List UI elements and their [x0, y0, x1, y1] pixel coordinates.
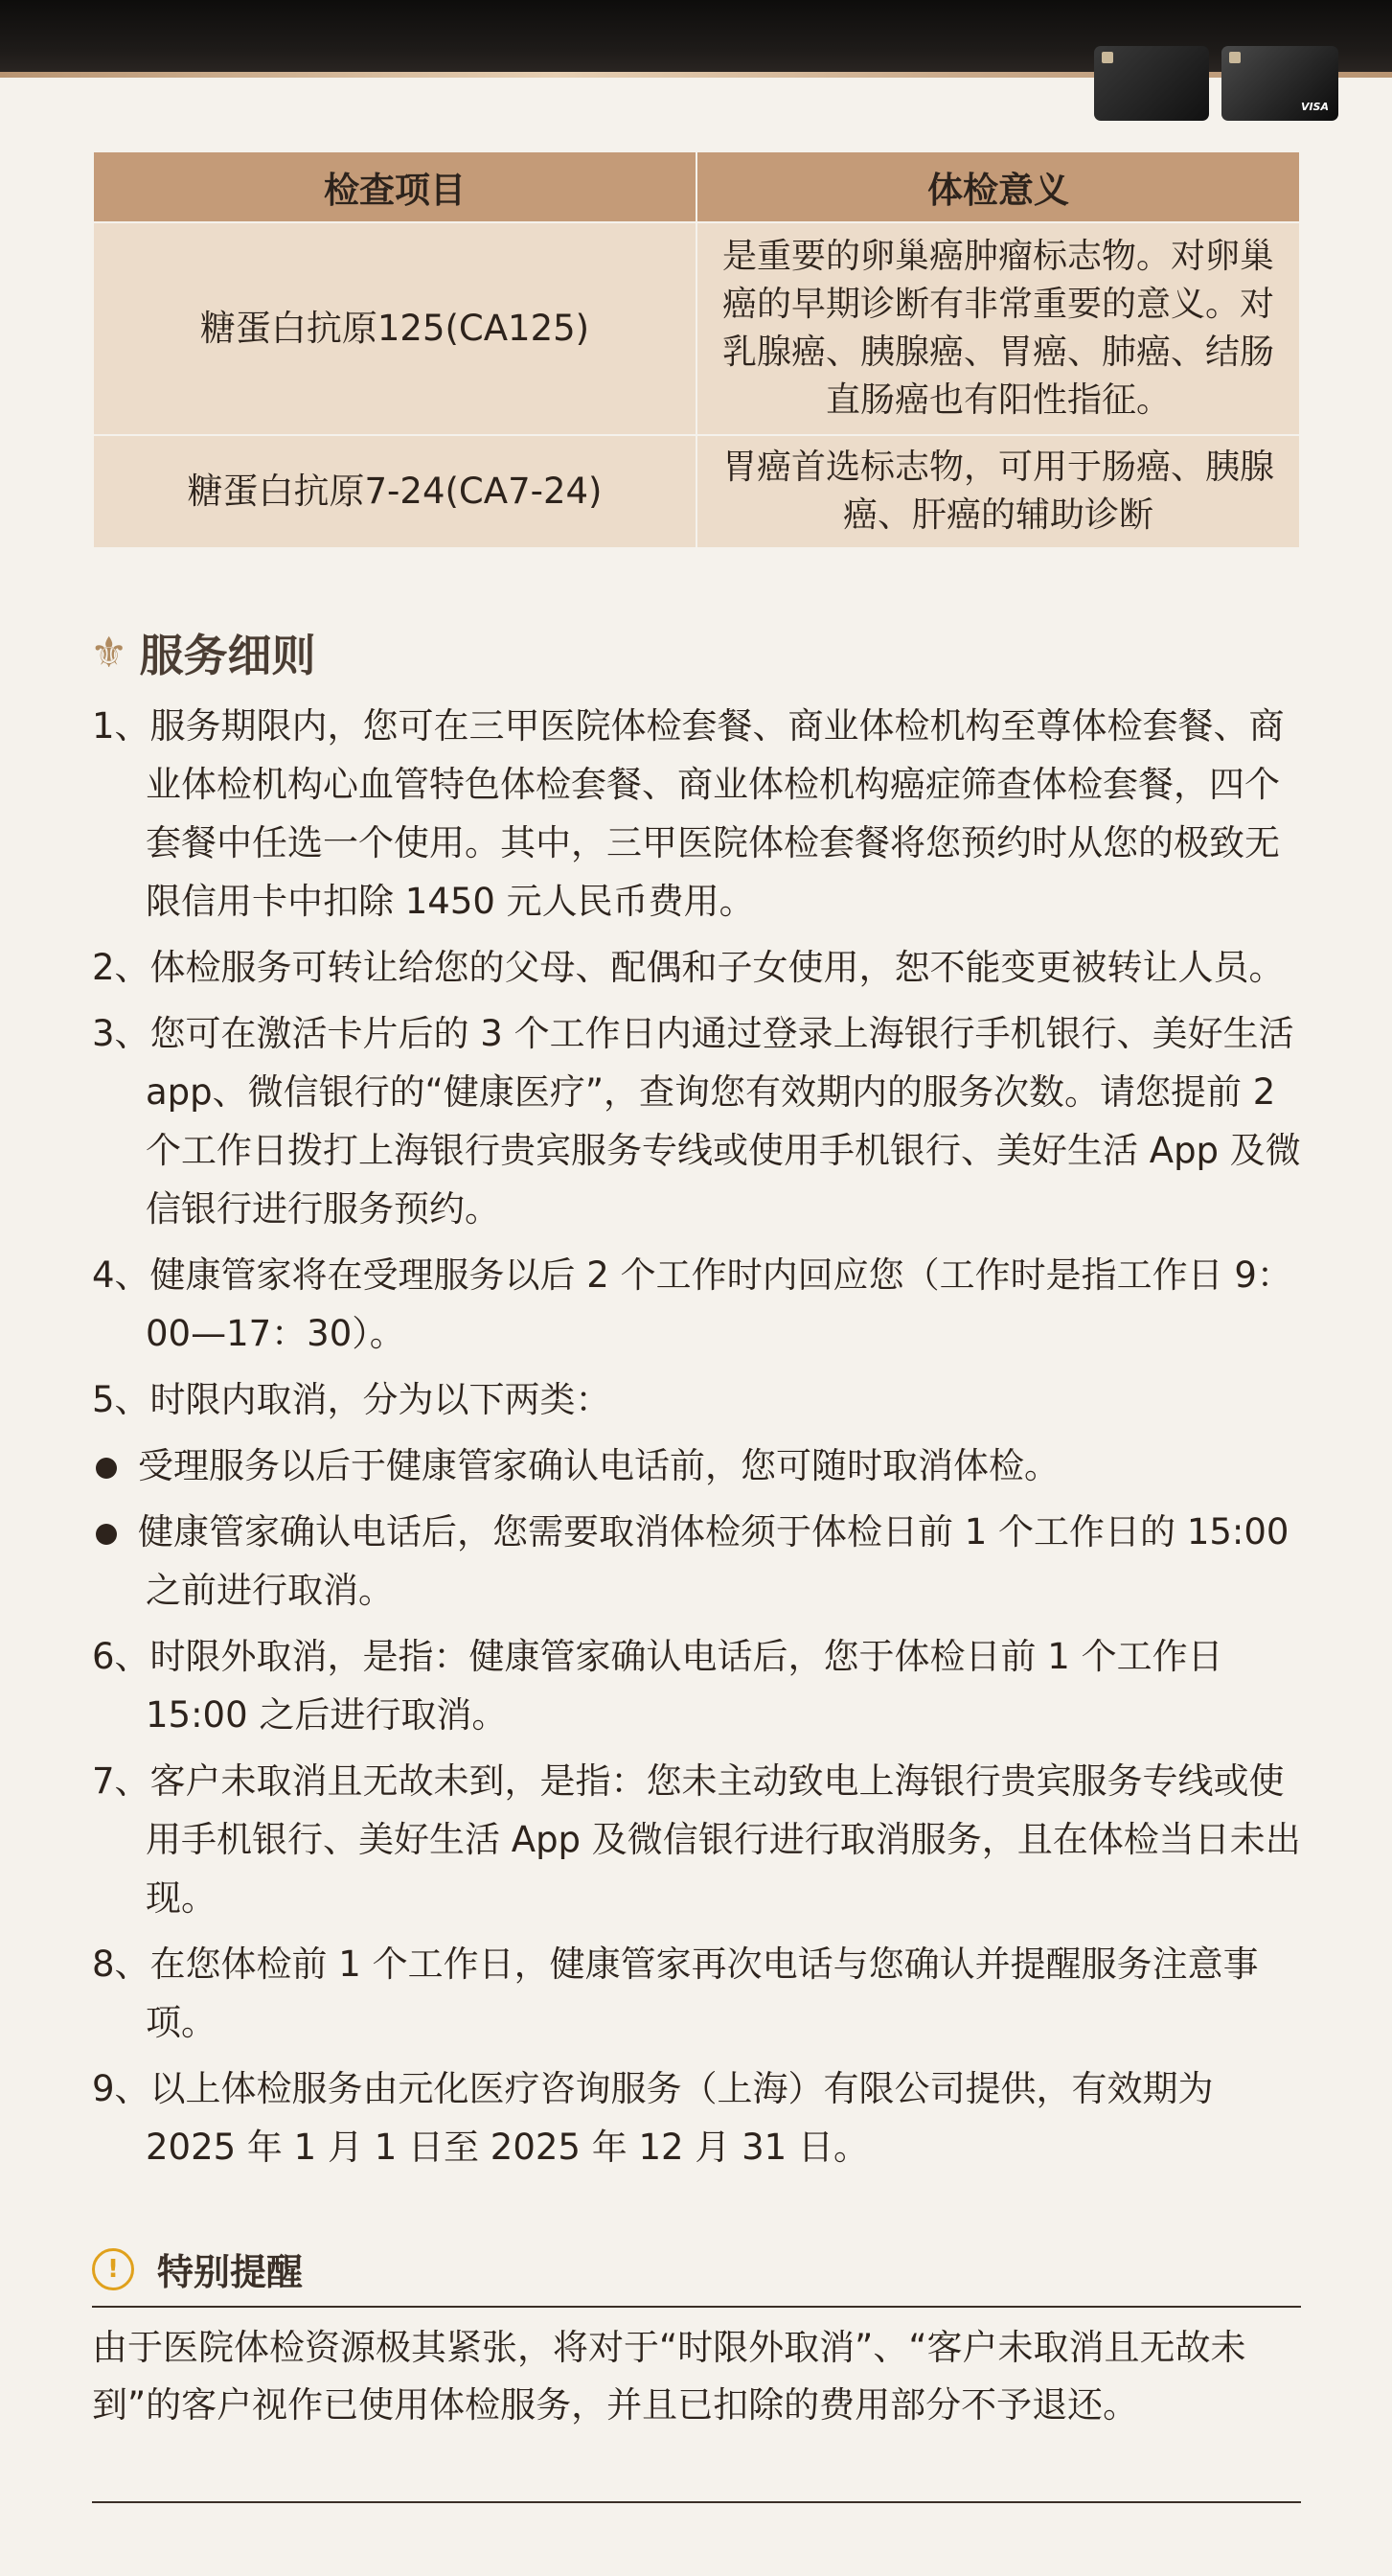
reminder-text: 由于医院体检资源极其紧张，将对于“时限外取消”、“客户未取消且无故未到”的客户视作已使用体检服务，并且已扣除的费用部分不予退还。: [92, 2327, 1246, 2426]
column-header: 体检意义: [696, 151, 1300, 222]
bullet-item: [92, 1503, 1301, 1620]
rule-item: 6、时限外取消，是指：健康管家确认电话后，您于体检日前 1 个工作日 15:00 之后进行取消。: [92, 1636, 1223, 1736]
exam-meaning: 胃癌首选标志物，可用于肠癌、胰腺癌、肝癌的辅助诊断: [696, 435, 1300, 548]
rule-item: 1、服务期限内，您可在三甲医院体检套餐、商业体检机构至尊体检套餐、商业体检机构心血管特色体检套餐、商业体检机构癌症筛查体检套餐，四个套餐中任选一个使用。其中，三甲医院体检套餐将您预约时从您的极致无限信用卡中扣除 1450 元人民币费用。: [92, 705, 1285, 922]
rule-item: 2、体检服务可转让给您的父母、配偶和子女使用，恕不能变更被转让人员。: [92, 947, 1285, 988]
rules-list: [92, 697, 1301, 2184]
rule-item: 4、健康管家将在受理服务以后 2 个工作时内回应您（工作时是指工作日 9：00—17：30）。: [92, 1254, 1292, 1354]
section-title: [90, 621, 315, 684]
rule-item: 8、在您体检前 1 个工作日，健康管家再次电话与您确认并提醒服务注意事项。: [92, 1944, 1259, 2043]
exam-table: [92, 150, 1301, 549]
divider: [92, 2306, 1301, 2308]
rule-item: 3、您可在激活卡片后的 3 个工作日内通过登录上海银行手机银行、美好生活 app、微信银行的“健康医疗”，查询您有效期内的服务次数。请您提前 2 个工作日拨打上海银行贵宾服务专线或使用手机银行、美好生活 App 及微信银行进行服务预约。: [92, 1013, 1301, 1230]
exam-item: 糖蛋白抗原125(CA125): [93, 222, 696, 435]
card-chip-icon: [1102, 52, 1113, 63]
bullet-text: 受理服务以后于健康管家确认电话前，您可随时取消体检。: [138, 1445, 1060, 1486]
credit-card-image: [1094, 46, 1209, 121]
bullet-item: [92, 1437, 1301, 1495]
rule-item: 5、时限内取消，分为以下两类：: [92, 1379, 611, 1420]
visa-logo: VISA: [1300, 101, 1329, 113]
divider: [92, 2501, 1301, 2503]
section-title-text: 服务细则: [139, 630, 316, 681]
credit-card-image: [1221, 46, 1338, 121]
table-row: [93, 222, 1300, 435]
table-row: [93, 435, 1300, 548]
table-header-row: [93, 151, 1300, 222]
fleur-de-lis-icon: ⚜: [90, 628, 128, 678]
exam-item: 糖蛋白抗原7-24(CA7-24): [93, 435, 696, 548]
rule-item: 7、客户未取消且无故未到，是指：您未主动致电上海银行贵宾服务专线或使用手机银行、美好生活 App 及微信银行进行取消服务，且在体检当日未出现。: [92, 1760, 1301, 1919]
exam-meaning: 是重要的卵巢癌肿瘤标志物。对卵巢癌的早期诊断有非常重要的意义。对乳腺癌、胰腺癌、胃癌、肺癌、结肠直肠癌也有阳性指征。: [696, 222, 1300, 435]
column-header: 检查项目: [93, 151, 696, 222]
bullet-dot-icon: [96, 1458, 117, 1479]
bullet-text: 健康管家确认电话后，您需要取消体检须于体检日前 1 个工作日的 15:00 之前进行取消。: [138, 1511, 1289, 1611]
reminder-title: 特别提醒: [157, 2251, 304, 2293]
reminder-heading: [92, 2242, 303, 2295]
rule-item: 9、以上体检服务由元化医疗咨询服务（上海）有限公司提供，有效期为 2025 年 1 月 1 日至 2025 年 12 月 31 日。: [92, 2068, 1214, 2168]
card-chip-icon: [1229, 52, 1241, 63]
warning-circle-icon: !: [92, 2248, 134, 2290]
bullet-dot-icon: [96, 1524, 117, 1545]
